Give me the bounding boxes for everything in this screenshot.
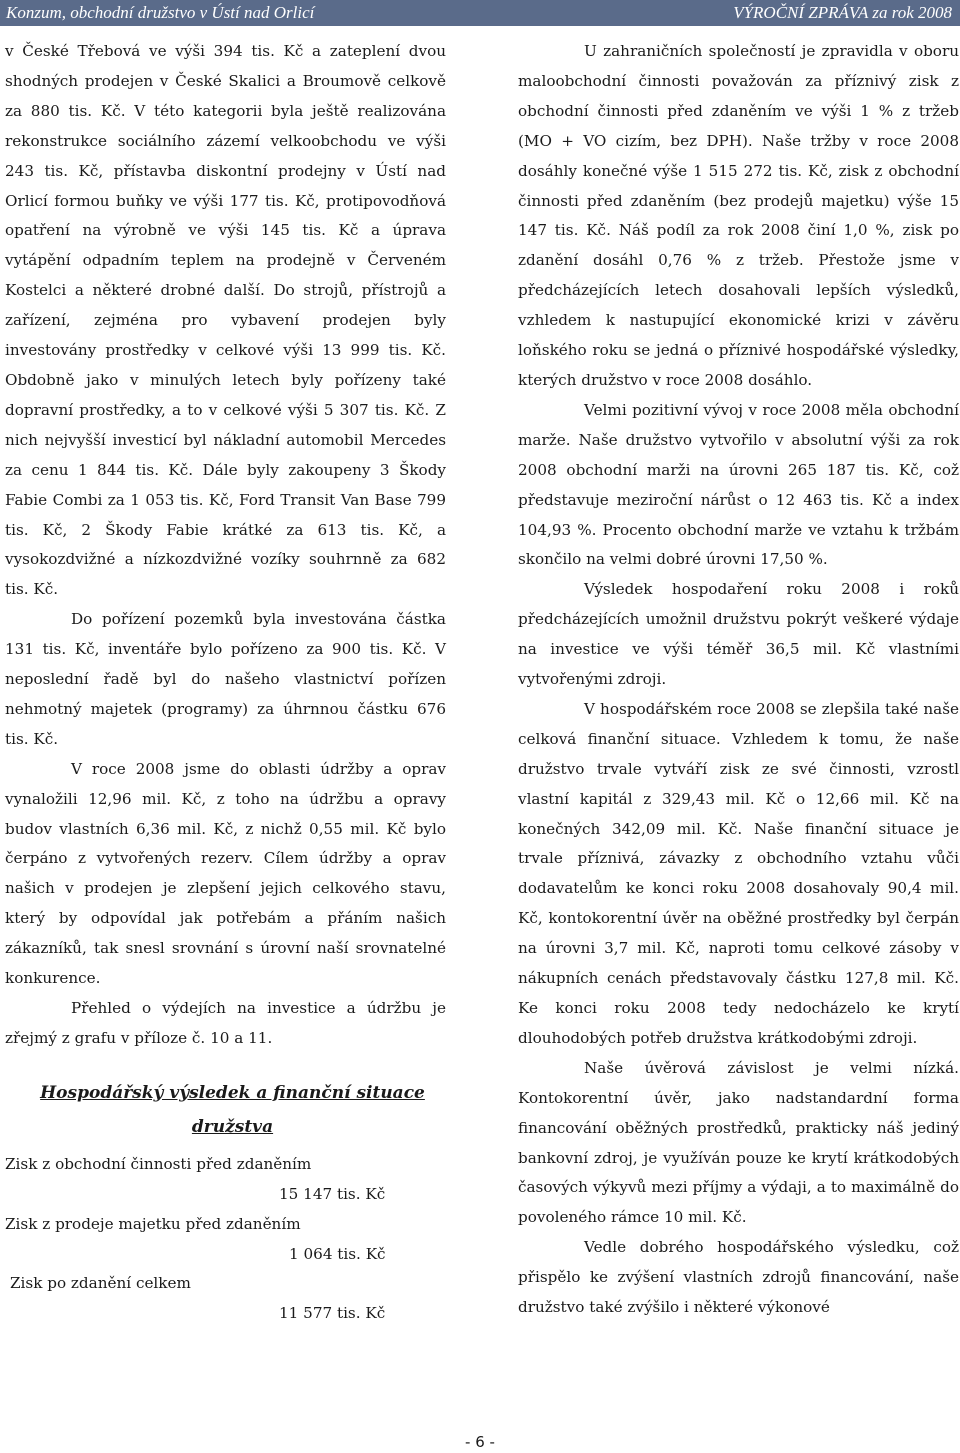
section-heading [19,1076,446,1144]
paragraph: Velmi pozitivní vývoj v roce 2008 měla obchodní marže. Naše družstvo vytvořilo v absolutní výši za rok 2008 obchodní marži na úrovni 265 187 tis. Kč, což představuje meziroční nárůst o 12 463 tis. Kč a index 104,93 %. Procento obchodní marže ve vztahu k tržbám skončilo na velmi dobré úrovni 17,50 %. [518,400,959,569]
paragraph: Výsledek hospodaření roku 2008 i roků předcházejících umožnil družstvu pokrýt veškeré výdaje na investice ve výši téměř 36,5 mil. Kč vlastními vytvořenými zdroji. [518,580,959,689]
summary-label: Zisk z prodeje majetku před zdaněním [5,1214,301,1233]
paragraph: Naše úvěrová závislost je velmi nízká. Kontokorentní úvěr, jako nadstandardní forma financování oběžných prostředků, prakticky náš jediný bankovní zdroj, je využíván pouze ke krytí krátkodobých časových výkyvů mezi příjmy a výdaji, a to maximálně do povoleného rámce 10 mil. Kč. [518,1058,959,1227]
header-company: Konzum, obchodní družstvo v Ústí nad Orlicí [6,3,315,22]
profit-summary [5,1150,446,1329]
section-heading-line2: družstva [191,1116,274,1137]
page-number: - 6 - [465,1433,495,1451]
paragraph: V roce 2008 jsme do oblasti údržby a oprav vynaložili 12,96 mil. Kč, z toho na údržbu a opravy budov vlastních 6,36 mil. Kč, z nichž 0,55 mil. Kč bylo čerpáno z vytvořených rezerv. Cílem údržby a oprav našich v prodejen je zlepšení jejich celkového stavu, který by odpovídal jak potřebám a přáním našich zákazníků, tak snesl srovnání s úrovní naší srovnatelné konkurence. [5,759,446,988]
header-report-title: VÝROČNÍ ZPRÁVA za rok 2008 [733,3,952,22]
summary-value: 15 147 tis. Kč [279,1184,386,1203]
paragraph: U zahraničních společností je zpravidla v oboru maloobchodní činnosti považován za příznivý zisk z obchodní činnosti před zdaněním ve výši 1 % z tržeb (MO + VO cizím, bez DPH). Naše tržby v roce 2008 dosáhly konečné výše 1 515 272 tis. Kč, zisk z obchodní činnosti před zdaněním (bez prodejů majetku) výše 15 147 tis. Kč. Náš podíl za rok 2008 činí 1,0 %, zisk po zdanění dosáhl 0,76 % z tržeb. Přestože jsme v předcházejících letech dosahovali lepších výsledků, vzhledem k nastupující ekonomické krizi v závěru loňského roku se jedná o příznivé hospodářské výsledky, kterých družstvo v roce 2008 dosáhlo. [518,42,959,389]
paragraph: Vedle dobrého hospodářského výsledku, což přispělo ke zvýšení vlastních zdrojů financování, naše družstvo také zvýšilo i některé výkonové [518,1238,959,1317]
page-header [0,0,960,26]
left-column [5,37,446,1329]
summary-label: Zisk z obchodní činnosti před zdaněním [5,1154,312,1173]
summary-value: 1 064 tis. Kč [289,1244,386,1263]
summary-label: Zisk po zdanění celkem [10,1274,191,1293]
section-heading-line1: Hospodářský výsledek a finanční situace [40,1082,425,1103]
summary-value: 11 577 tis. Kč [279,1304,386,1323]
paragraph: v České Třebová ve výši 394 tis. Kč a zateplení dvou shodných prodejen v České Skalici a Broumově celkově za 880 tis. Kč. V této kategorii byla ještě realizována rekonstrukce sociálního zázemí velkoobchodu ve výši 243 tis. Kč, přístavba diskontní prodejny v Ústí nad Orlicí formou buňky ve výši 177 tis. Kč, protipovodňová opatření na výrobně ve výši 145 tis. Kč a úprava vytápění odpadním teplem na prodejně v Červeném Kostelci a některé drobné další. Do strojů, přístrojů a zařízení, zejména pro vybavení prodejen byly investovány prostředky v celkové výši 13 999 tis. Kč. Obdobně jako v minulých letech byly pořízeny také dopravní prostředky, a to v celkové výši 5 307 tis. Kč. Z nich nejvyšší investicí byl nákladní automobil Mercedes za cenu 1 844 tis. Kč. Dále byly zakoupeny 3 Škody Fabie Combi za 1 053 tis. Kč, Ford Transit Van Base 799 tis. Kč, 2 Škody Fabie krátké za 613 tis. Kč, a vysokozdvižné a nízkozdvižné vozíky souhrnně za 682 tis. Kč. [5,42,446,599]
paragraph: Do pořízení pozemků byla investována částka 131 tis. Kč, inventáře bylo pořízeno za 900 tis. Kč. V neposlední řadě byl do našeho vlastnictví pořízen nehmotný majetek (programy) za úhrnnou částku 676 tis. Kč. [5,610,446,748]
right-column [518,37,959,1323]
paragraph: Přehled o výdejích na investice a údržbu je zřejmý z grafu v příloze č. 10 a 11. [5,999,446,1047]
paragraph: V hospodářském roce 2008 se zlepšila také naše celková finanční situace. Vzhledem k tomu, že naše družstvo trvale vytváří zisk ze své činnosti, vzrostl vlastní kapitál z 329,43 mil. Kč o 12,66 mil. Kč na konečných 342,09 mil. Kč. Naše finanční situace je trvale příznivá, závazky z obchodního vztahu vůči dodavatelům ke konci roku 2008 dosahovaly 90,4 mil. Kč, kontokorentní úvěr na oběžné prostředky byl čerpán na úrovni 3,7 mil. Kč, naproti tomu celkové zásoby v nákupních cenách představovaly částku 127,8 mil. Kč. Ke konci roku 2008 tedy nedocházelo ke krytí dlouhodobých potřeb družstva krátkodobými zdroji. [518,699,959,1047]
